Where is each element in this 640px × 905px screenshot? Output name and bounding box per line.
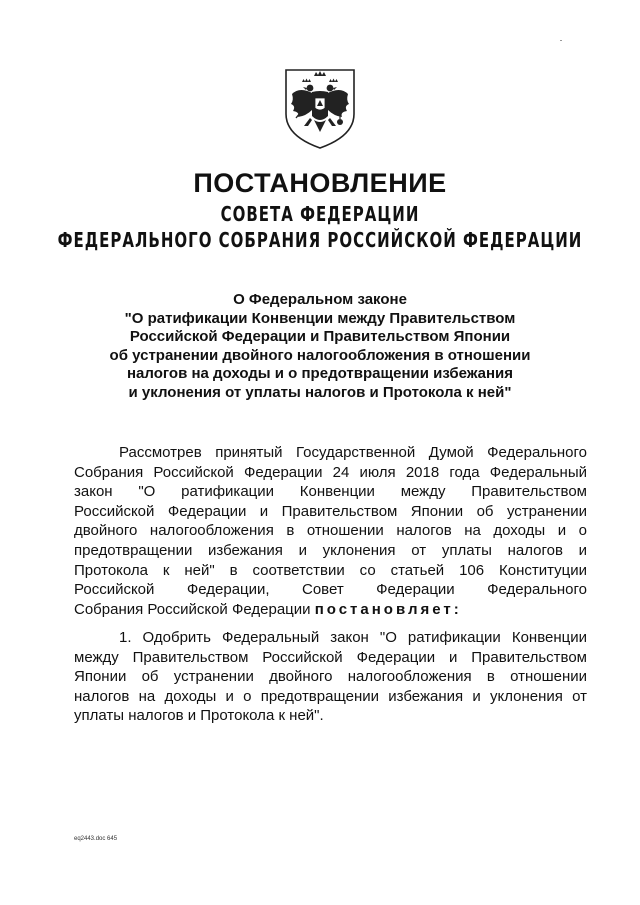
- subject-line: Российской Федерации и Правительством Японии: [129, 328, 511, 345]
- paragraph-line: налогов на доходы и о предотвращении избежания и уклонения от: [74, 687, 587, 705]
- paragraph-line: [74, 600, 587, 620]
- paragraph-line: Российской Федерации и Правительством Японии об устранении: [74, 502, 587, 520]
- paragraph-line: Японии об устранении двойного налогообложения в отношении: [74, 668, 587, 686]
- resolution-item-1: [74, 628, 587, 726]
- paragraph-line: между Правительством Российской Федерации и Правительством: [74, 648, 587, 666]
- coat-of-arms-icon: [280, 64, 360, 150]
- paragraph-line: Российской Федерации, Совет Федерации Федерального: [74, 581, 587, 599]
- document-subject: [70, 291, 570, 402]
- scan-speck: [560, 40, 562, 41]
- subject-line: О Федеральном законе: [233, 291, 407, 308]
- resolution-prefix: Собрания Российской Федерации: [74, 600, 311, 618]
- resolution-verb: постановляет:: [314, 600, 462, 618]
- document-subtitle-council: СОВЕТА ФЕДЕРАЦИИ: [220, 202, 420, 227]
- paragraph-line: Рассмотрев принятый Государственной Думой Федерального: [119, 444, 587, 461]
- subject-line: об устранении двойного налогообложения в отношении: [109, 346, 531, 364]
- paragraph-line: двойного налогообложения в отношении налогов на доходы и о: [74, 522, 587, 540]
- paragraph-line: предотвращении избежания и уклонения от уплаты налогов и: [74, 541, 587, 559]
- document-file-code: eq2443.doc 645: [74, 836, 118, 842]
- paragraph-line: 1. Одобрить Федеральный закон "О ратификации Конвенции: [119, 629, 587, 646]
- subject-line: налогов на доходы и о предотвращении избежания: [126, 365, 514, 382]
- paragraph-line: закон "О ратификации Конвенции между Правительством: [74, 483, 587, 501]
- subject-line: и уклонения от уплаты налогов и Протокола к ней": [128, 383, 512, 401]
- paragraph-line: Собрания Российской Федерации 24 июля 2018 года Федеральный: [74, 463, 587, 481]
- document-title: ПОСТАНОВЛЕНИЕ: [193, 168, 447, 198]
- paragraph-line: Протокола к ней" в соответствии со статьей 106 Конституции: [74, 561, 587, 579]
- document-subtitle-assembly: ФЕДЕРАЛЬНОГО СОБРАНИЯ РОССИЙСКОЙ ФЕДЕРАЦИИ: [57, 228, 583, 253]
- paragraph-line: уплаты налогов и Протокола к ней".: [74, 707, 324, 725]
- subject-line: "О ратификации Конвенции между Правительством: [124, 309, 516, 327]
- preamble-paragraph: [74, 443, 587, 619]
